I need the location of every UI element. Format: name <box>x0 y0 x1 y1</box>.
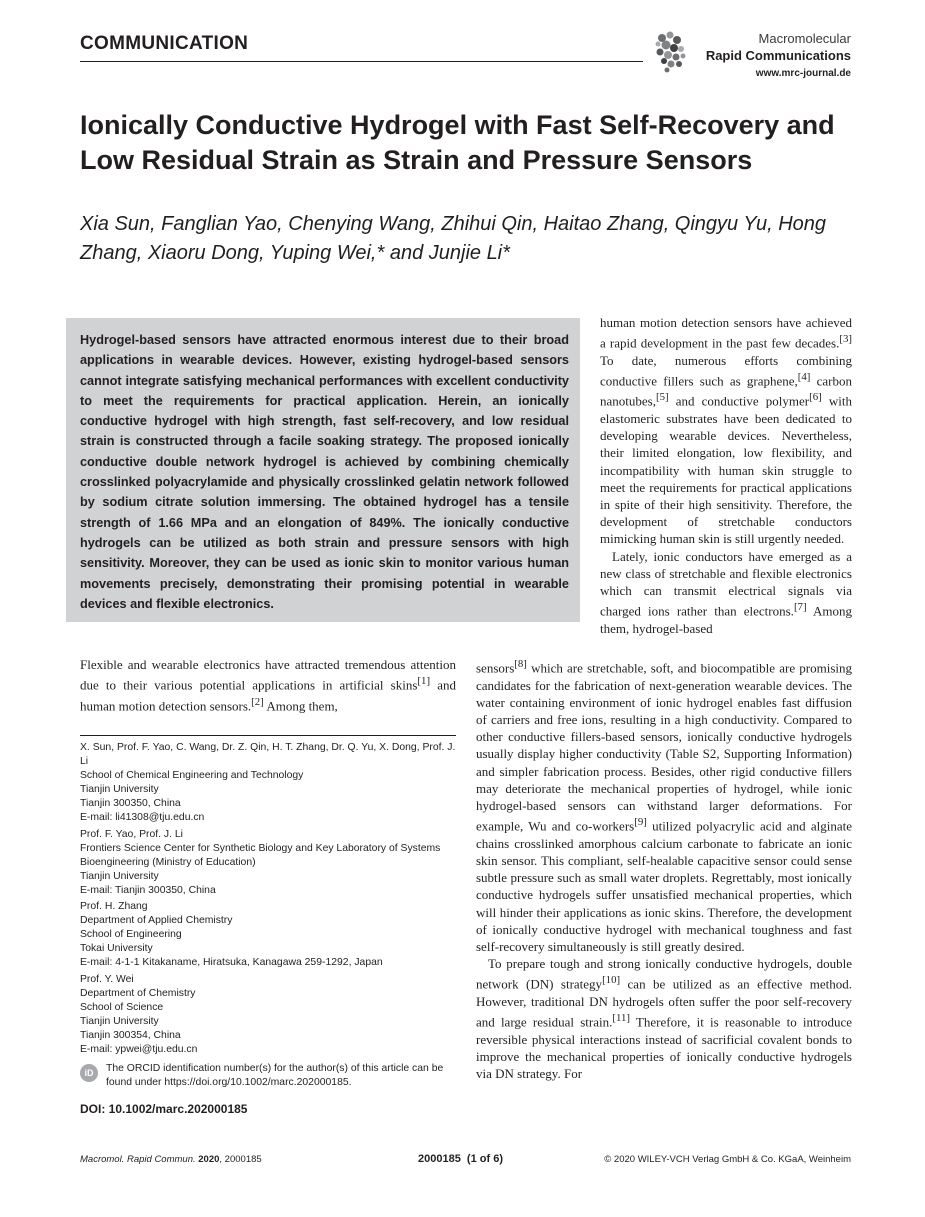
affiliation-line: Tianjin University <box>80 870 159 882</box>
citation-ref[interactable]: [10] <box>602 974 621 987</box>
text-run: To date, numerous efforts combining conductive fillers such as graphene, <box>600 352 852 389</box>
footer-article-no: , 2000185 <box>219 1154 262 1165</box>
abstract-text: Hydrogel-based sensors have attracted enormous interest due to their broad applications in wearable devices. However, existing hydrogel-based sensors cannot integrate satisfying mechanical performances with excellent conductivity to meet the requirements for practical application. Herein, an ionically conductive hydrogel with high strength, fast self-recovery, and low residual strain is constructed through a facile soaking strategy. The proposed ionically conductive double network hydrogel is achieved by combining chemically crosslinked polyacrylamide and physically crosslinked gelatin network followed by sodium citrate solution immersing. The obtained hydrogel has a tensile strength of 1.66 MPa and an elongation of 849%. The ionically conductive hydrogels can be utilized as both strain and pressure sensors with high sensitivity. Moreover, they can be used as ionic skin to monitor various human movements precisely, demonstrating their promising potential in wearable devices and flexible electronics. <box>80 333 569 611</box>
header-rule <box>80 61 643 62</box>
paragraph <box>600 314 852 548</box>
text-run: utilized polyacrylic acid and alginate chains crosslinked amorphous calcium carbonate to fabricate an ionic skin sensor. This compliant, self-healable capacitive sensor could sense subtle pressure such as small water droplets. Regrettably, most ionically conductive hydrogels suffer unsatisfied mechanical properties, which will hinder their applications as ionic skins. Therefore, the development of ionically conductive hydrogel with mechanical toughness and fast self-recovery simultaneously is still greatly desired. <box>476 818 853 954</box>
text-run: Among them, hydrogel-based <box>600 603 852 636</box>
affiliation-line: Tianjin University <box>80 1015 159 1027</box>
affiliation-line: Tokai University <box>80 943 153 955</box>
section-label: COMMUNICATION <box>80 33 249 54</box>
article-title: Ionically Conductive Hydrogel with Fast Self-Recovery and Low Residual Strain as Strain and Pressure Sensors <box>80 110 835 175</box>
journal-name-line1: Macromolecular <box>758 31 851 46</box>
footer-copyright: © 2020 WILEY-VCH Verlag GmbH & Co. KGaA, Weinheim <box>604 1154 851 1165</box>
author-list: Xia Sun, Fanglian Yao, Chenying Wang, Zhihui Qin, Haitao Zhang, Qingyu Yu, Hong Zhang, Xiaoru Dong, Yuping Wei,* and Junjie Li* <box>80 213 827 264</box>
affiliation-line: School of Chemical Engineering and Technology <box>80 770 304 782</box>
affiliation-line: Frontiers Science Center for Synthetic Biology and Key Laboratory of Systems Bioengineering (Ministry of Education) <box>80 842 441 868</box>
journal-url[interactable]: www.mrc-journal.de <box>755 68 851 79</box>
affiliation-group <box>80 900 456 970</box>
citation-ref[interactable]: [6] <box>809 391 822 404</box>
affiliation-line: Tianjin 300350, China <box>80 798 181 810</box>
affiliations <box>80 741 456 1059</box>
text-run: sensors <box>476 660 515 676</box>
footer-year: 2020 <box>198 1154 220 1165</box>
affiliation-line: E-mail: Tianjin 300350, China <box>80 884 216 896</box>
affiliation-group <box>80 828 456 898</box>
footer-citation <box>80 1154 262 1165</box>
citation-ref[interactable]: [11] <box>612 1012 630 1025</box>
text-run: Among them, <box>263 698 338 714</box>
text-run: can be utilized as an effective method. However, traditional DN hydrogels often suffer the poor self-recovery and large residual strain. <box>476 976 853 1030</box>
right-column-main <box>476 656 852 1082</box>
affiliation-line: Tianjin University <box>80 784 159 796</box>
citation-ref[interactable]: [8] <box>514 658 527 670</box>
citation-ref[interactable]: [9] <box>634 816 647 829</box>
right-column-top <box>600 314 852 637</box>
footer-page: 2000185 (1 of 6) <box>418 1153 503 1165</box>
affiliation-line: X. Sun, Prof. F. Yao, C. Wang, Dr. Z. Qin, H. T. Zhang, Dr. Q. Yu, X. Dong, Prof. J. Li <box>80 742 456 768</box>
citation-ref[interactable]: [2] <box>251 695 264 708</box>
text-run: To prepare tough and strong ionically conductive hydrogels, double network (DN) strategy <box>476 956 852 992</box>
orcid-note[interactable]: The ORCID identification number(s) for the author(s) of this article can be found under https://doi.org/10.1002/marc.202000185. <box>106 1063 444 1088</box>
text-run: Lately, ionic conductors have emerged as a new class of stretchable and flexible electronics which can transmit electrical signals via charged ions rather than electrons. <box>600 548 852 619</box>
text-run: and human motion detection sensors. <box>80 677 456 714</box>
affiliation-email[interactable]: E-mail: ypwei@tju.edu.cn <box>80 1043 198 1055</box>
paragraph <box>476 955 852 1082</box>
affiliation-email[interactable]: E-mail: li41308@tju.edu.cn <box>80 812 205 824</box>
paragraph <box>80 656 456 714</box>
affiliation-line: Department of Chemistry <box>80 987 196 999</box>
text-run: Flexible and wearable electronics have attracted tremendous attention due to their various potential applications in artificial skins <box>80 657 456 693</box>
text-run: human motion detection sensors have achieved a rapid development in the past few decades. <box>600 315 852 351</box>
orcid-icon[interactable]: iD <box>80 1064 98 1082</box>
affiliation-line: E-mail: 4-1-1 Kitakaname, Hiratsuka, Kanagawa 259-1292, Japan <box>80 957 383 969</box>
affiliation-line: Prof. Y. Wei <box>80 973 134 985</box>
affiliation-rule <box>80 735 456 736</box>
citation-ref[interactable]: [7] <box>793 601 807 614</box>
affiliation-line: School of Engineering <box>80 929 182 941</box>
journal-name-line2: Rapid Communications <box>705 48 851 63</box>
affiliation-line: Prof. H. Zhang <box>80 901 148 913</box>
citation-ref[interactable]: [4] <box>797 370 811 383</box>
molecule-logo-icon <box>650 28 692 74</box>
affiliation-group <box>80 741 456 826</box>
text-run: with elastomeric substrates have been dedicated to developing wearable devices. Nevertheless, their limited elongation, low flexibility, and incompatibility with human skin struggle to meet the requirements for practical applications in spite of their high sensitivity. Therefore, the development of stretchable conductors mimicking human skin is still urgently needed. <box>600 393 852 547</box>
affiliation-line: Department of Applied Chemistry <box>80 915 233 927</box>
text-run: and conductive polymer <box>668 393 810 409</box>
affiliation-line: Tianjin 300354, China <box>80 1029 181 1041</box>
text-run: Therefore, it is reasonable to introduce reversible physical interactions instead of sacrificial covalent bonds to improve the mechanical properties of ionically conductive hydrogels via DN strategy. For <box>476 1014 852 1081</box>
citation-ref[interactable]: [1] <box>417 675 431 688</box>
paragraph <box>476 656 852 955</box>
affiliation-line: School of Science <box>80 1001 164 1013</box>
doi[interactable]: DOI: 10.1002/marc.202000185 <box>80 1102 248 1116</box>
footer-journal: Macromol. Rapid Commun. <box>80 1154 196 1165</box>
left-column <box>80 656 456 714</box>
text-run: which are stretchable, soft, and biocompatible are promising candidates for the fabrication of next-generation wearable devices. The water containing environment of ionic hydrogel enables fast diffusion of carriers and free ions, resulting in a high conductivity. Compared to other conductive fillers-based sensors, ionically conductive hydrogels usually display higher conductivity (Table S2, Supporting Information) and simpler fabrication process. Besides, other rigid conductive fillers may deteriorate the mechanical properties of hydrogel, while ionic hydrogel-based sensors can withstand larger deformations. For example, Wu and co-workers <box>476 660 852 834</box>
affiliation-group <box>80 973 456 1058</box>
affiliation-line: Prof. F. Yao, Prof. J. Li <box>80 828 183 840</box>
citation-ref[interactable]: [3] <box>839 333 852 346</box>
paragraph <box>600 548 852 637</box>
text-run: carbon nanotubes, <box>600 373 853 409</box>
citation-ref[interactable]: [5] <box>655 391 669 404</box>
